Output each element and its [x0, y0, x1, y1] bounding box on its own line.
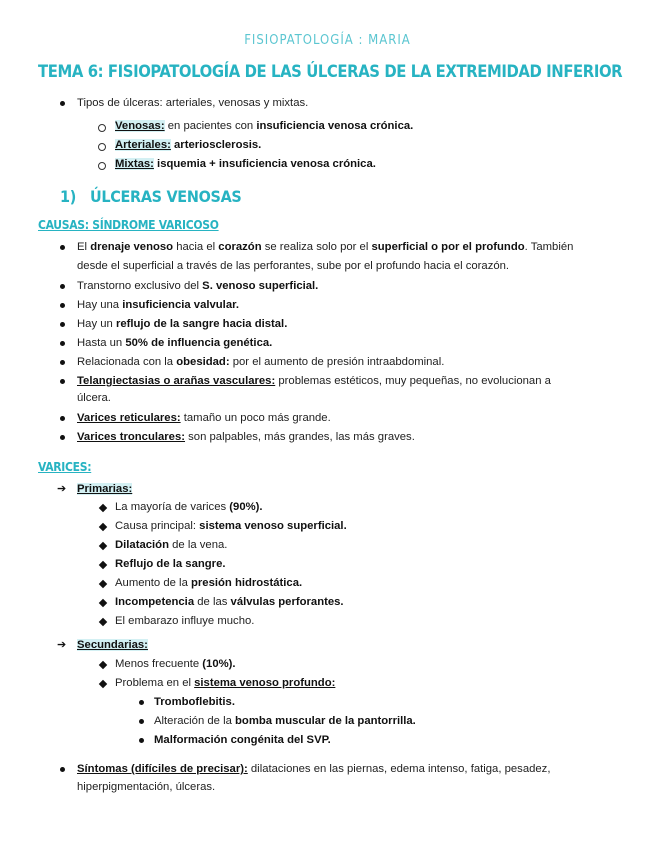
bullet-dot — [139, 738, 144, 743]
bullet-dot — [60, 303, 65, 308]
diamond-bullet — [99, 523, 107, 531]
bullet-dot — [60, 435, 65, 440]
bullet-dot — [60, 767, 65, 772]
bullet-dot — [60, 360, 65, 365]
primaria-item-3: Dilatación de la vena. — [115, 539, 228, 551]
sintomas-item-cont: hiperpigmentación, úlceras. — [77, 781, 216, 793]
circle-bullet — [98, 143, 106, 151]
causa-item-7-cont: úlcera. — [77, 392, 111, 404]
primaria-item-5: Aumento de la presión hidrostática. — [115, 577, 303, 589]
causa-item-2: Transtorno exclusivo del S. venoso superficial. — [77, 280, 319, 292]
causa-item-8: Varices reticulares: tamaño un poco más grande. — [77, 412, 331, 424]
varices-heading: VARICES: — [38, 460, 92, 474]
primaria-item-6: Incompetencia de las válvulas perforantes. — [115, 596, 344, 608]
bullet-dot — [60, 284, 65, 289]
primaria-item-2: Causa principal: sistema venoso superficial. — [115, 520, 347, 532]
arrow-icon: ➔ — [57, 639, 67, 651]
bullet-dot — [60, 379, 65, 384]
arrow-icon: ➔ — [57, 483, 67, 495]
diamond-bullet — [99, 542, 107, 550]
secundaria-item-2: Problema en el sistema venoso profundo: — [115, 677, 336, 689]
diamond-bullet — [99, 661, 107, 669]
causa-item-9: Varices tronculares: son palpables, más grandes, las más graves. — [77, 431, 415, 443]
svp-item-1: Tromboflebitis. — [154, 696, 235, 708]
page-header: FISIOPATOLOGÍA : MARIA — [244, 33, 411, 48]
bullet-dot — [60, 245, 65, 250]
primarias-label: Primarias: — [77, 483, 133, 495]
diamond-bullet — [99, 580, 107, 588]
sintomas-item: Síntomas (difíciles de precisar): dilataciones en las piernas, edema intenso, fatiga, pesadez, — [77, 763, 551, 775]
intro-sub-arteriales: Arteriales: arteriosclerosis. — [115, 139, 262, 151]
circle-bullet — [98, 124, 106, 132]
intro-sub-venosas: Venosas: en pacientes con insuficiencia venosa crónica. — [115, 120, 414, 132]
diamond-bullet — [99, 599, 107, 607]
causa-item-4: Hay un reflujo de la sangre hacia distal. — [77, 318, 288, 330]
primaria-item-4: Reflujo de la sangre. — [115, 558, 226, 570]
causa-item-1: El drenaje venoso hacia el corazón se realiza solo por el superficial o por el profundo. También — [77, 241, 574, 253]
intro-sub-mixtas: Mixtas: isquemia + insuficiencia venosa crónica. — [115, 158, 376, 170]
bullet-dot — [139, 719, 144, 724]
page-title: TEMA 6: FISIOPATOLOGÍA DE LAS ÚLCERAS DE LA EXTREMIDAD INFERIOR — [38, 62, 623, 81]
svp-item-2: Alteración de la bomba muscular de la pantorrilla. — [154, 715, 416, 727]
causa-item-3: Hay una insuficiencia valvular. — [77, 299, 240, 311]
svp-item-3: Malformación congénita del SVP. — [154, 734, 331, 746]
causa-item-5: Hasta un 50% de influencia genética. — [77, 337, 273, 349]
diamond-bullet — [99, 504, 107, 512]
intro-bullet: Tipos de úlceras: arteriales, venosas y mixtas. — [77, 97, 309, 109]
secundarias-label: Secundarias: — [77, 639, 148, 651]
bullet-dot — [139, 700, 144, 705]
bullet-dot — [60, 416, 65, 421]
causa-item-6: Relacionada con la obesidad: por el aumento de presión intraabdominal. — [77, 356, 445, 368]
diamond-bullet — [99, 680, 107, 688]
secundaria-item-1: Menos frecuente (10%). — [115, 658, 236, 670]
circle-bullet — [98, 162, 106, 170]
section-heading: 1) ÚLCERAS VENOSAS — [60, 187, 242, 206]
diamond-bullet — [99, 561, 107, 569]
causa-item-7: Telangiectasias o arañas vasculares: problemas estéticos, muy pequeñas, no evolucionan a — [77, 375, 551, 387]
bullet-dot — [60, 341, 65, 346]
primaria-item-1: La mayoría de varices (90%). — [115, 501, 263, 513]
primaria-item-7: El embarazo influye mucho. — [115, 615, 255, 627]
causa-item-1-cont: desde el superficial a través de las perforantes, sube por el profundo hacia el corazón. — [77, 260, 510, 272]
bullet-dot — [60, 322, 65, 327]
diamond-bullet — [99, 618, 107, 626]
bullet-dot — [60, 101, 65, 106]
causas-heading: CAUSAS: SÍNDROME VARICOSO — [38, 218, 219, 232]
